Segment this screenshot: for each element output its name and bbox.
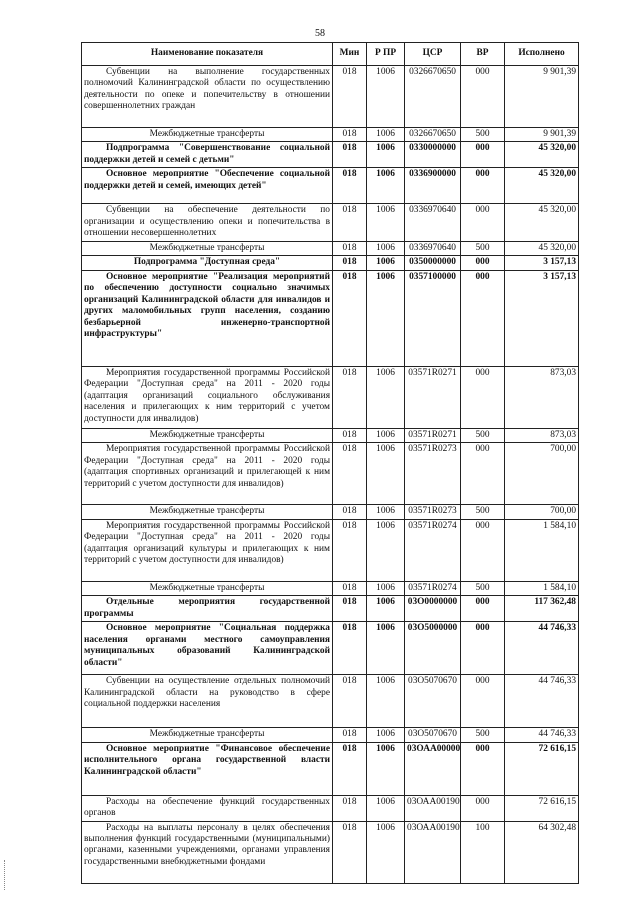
cell-csr: 03571R0271	[405, 428, 461, 442]
cell-name: Межбюджетные трансферты	[82, 241, 333, 255]
cell-vr: 000	[461, 168, 505, 204]
cell-csr: 03571R0274	[405, 581, 461, 595]
table-row	[82, 66, 579, 128]
cell-rpr: 1006	[367, 443, 405, 505]
cell-name: Основное мероприятие "Финансовое обеспечение исполнительного органа государственной власти Калининградской области"	[82, 742, 333, 795]
cell-vr: 500	[461, 581, 505, 595]
cell-vr: 000	[461, 675, 505, 728]
cell-vr: 500	[461, 128, 505, 142]
cell-value: 9 901,39	[505, 128, 579, 142]
cell-min: 018	[333, 728, 367, 742]
cell-vr: 000	[461, 142, 505, 168]
cell-value: 45 320,00	[505, 241, 579, 255]
cell-name: Субвенции на осуществление отдельных полномочий Калининградской области на руководство в сфере социальной поддержки населения	[82, 675, 333, 728]
table-row	[82, 241, 579, 255]
cell-name: Расходы на выплаты персоналу в целях обеспечения выполнения функций государственными (муниципальными) органами, казенными учреждениями, органами управления государственными внебюджетными фондами	[82, 821, 333, 883]
table-row	[82, 128, 579, 142]
cell-value: 45 320,00	[505, 168, 579, 204]
table-row	[82, 622, 579, 675]
scan-margin-mark	[4, 860, 8, 890]
table-row	[82, 821, 579, 883]
cell-value: 44 746,33	[505, 622, 579, 675]
cell-rpr: 1006	[367, 241, 405, 255]
cell-csr: 03ОАА00190	[405, 821, 461, 883]
header-value: Исполнено	[505, 43, 579, 66]
cell-rpr: 1006	[367, 742, 405, 795]
cell-vr: 500	[461, 241, 505, 255]
cell-csr: 0336970640	[405, 204, 461, 241]
cell-csr: 0326670650	[405, 66, 461, 128]
header-csr: ЦСР	[405, 43, 461, 66]
cell-min: 018	[333, 519, 367, 581]
cell-csr: 0350000000	[405, 256, 461, 270]
cell-value: 700,00	[505, 505, 579, 519]
cell-name: Основное мероприятие "Реализация мероприятий по обеспечению доступности социально значимых организаций Калининградской области для инвалидов и других маломобильных групп населения, созданию безбарьерной инженерно-транспортной инфраструктуры"	[82, 270, 333, 366]
table-row	[82, 366, 579, 428]
cell-min: 018	[333, 622, 367, 675]
cell-name: Субвенции на выполнение государственных полномочий Калининградской области по осуществлению деятельности по опеке и попечительству в отношении совершеннолетних граждан	[82, 66, 333, 128]
cell-rpr: 1006	[367, 675, 405, 728]
cell-min: 018	[333, 256, 367, 270]
cell-csr: 03ОАА00000	[405, 742, 461, 795]
cell-value: 3 157,13	[505, 270, 579, 366]
cell-min: 018	[333, 66, 367, 128]
cell-rpr: 1006	[367, 505, 405, 519]
cell-value: 873,03	[505, 428, 579, 442]
cell-rpr: 1006	[367, 596, 405, 622]
cell-min: 018	[333, 428, 367, 442]
cell-name: Расходы на обеспечение функций государственных органов	[82, 795, 333, 821]
table-row	[82, 505, 579, 519]
cell-rpr: 1006	[367, 728, 405, 742]
cell-value: 117 362,48	[505, 596, 579, 622]
cell-vr: 000	[461, 204, 505, 241]
cell-min: 018	[333, 821, 367, 883]
cell-name: Мероприятия государственной программы Российской Федерации "Доступная среда" на 2011 - 2020 годы (адаптация организаций культуры и прилегающих к ним территорий с учетом доступности для инвалидов)	[82, 519, 333, 581]
header-vr: ВР	[461, 43, 505, 66]
cell-csr: 03571R0274	[405, 519, 461, 581]
cell-name: Мероприятия государственной программы Российской Федерации "Доступная среда" на 2011 - 2020 годы (адаптация спортивных организаций и прилегающей к ним территорий с учетом доступности для инвалидов)	[82, 443, 333, 505]
header-rpr: Р ПР	[367, 43, 405, 66]
cell-name: Основное мероприятие "Социальная поддержка населения органами местного самоуправления муниципальных образований Калининградской области"	[82, 622, 333, 675]
cell-min: 018	[333, 443, 367, 505]
cell-vr: 000	[461, 443, 505, 505]
cell-rpr: 1006	[367, 821, 405, 883]
cell-value: 3 157,13	[505, 256, 579, 270]
cell-csr: 0330000000	[405, 142, 461, 168]
cell-csr: 03571R0271	[405, 366, 461, 428]
cell-vr: 000	[461, 519, 505, 581]
table-row	[82, 270, 579, 366]
cell-rpr: 1006	[367, 581, 405, 595]
table-row	[82, 742, 579, 795]
cell-value: 45 320,00	[505, 142, 579, 168]
cell-name: Основное мероприятие "Обеспечение социальной поддержки детей и семей, имеющих детей"	[82, 168, 333, 204]
cell-csr: 03571R0273	[405, 443, 461, 505]
cell-value: 700,00	[505, 443, 579, 505]
cell-name: Межбюджетные трансферты	[82, 728, 333, 742]
cell-vr: 500	[461, 505, 505, 519]
cell-name: Подпрограмма "Совершенствование социальной поддержки детей и семей с детьми"	[82, 142, 333, 168]
cell-min: 018	[333, 168, 367, 204]
cell-rpr: 1006	[367, 204, 405, 241]
cell-value: 873,03	[505, 366, 579, 428]
cell-value: 44 746,33	[505, 728, 579, 742]
cell-name: Межбюджетные трансферты	[82, 581, 333, 595]
cell-vr: 000	[461, 256, 505, 270]
page-number: 58	[315, 28, 325, 39]
table-row	[82, 443, 579, 505]
table-row	[82, 428, 579, 442]
cell-value: 1 584,10	[505, 581, 579, 595]
cell-rpr: 1006	[367, 519, 405, 581]
table-row	[82, 596, 579, 622]
cell-min: 018	[333, 270, 367, 366]
cell-csr: 0336900000	[405, 168, 461, 204]
cell-min: 018	[333, 241, 367, 255]
cell-vr: 000	[461, 270, 505, 366]
cell-vr: 000	[461, 366, 505, 428]
cell-csr: 03О5070670	[405, 728, 461, 742]
table-row	[82, 519, 579, 581]
cell-rpr: 1006	[367, 622, 405, 675]
cell-name: Мероприятия государственной программы Российской Федерации "Доступная среда" на 2011 - 2020 годы (адаптация организаций социального обслуживания населения и прилегающих к ним территорий с учетом доступности для инвалидов)	[82, 366, 333, 428]
cell-csr: 03571R0273	[405, 505, 461, 519]
cell-rpr: 1006	[367, 428, 405, 442]
table-row	[82, 256, 579, 270]
cell-rpr: 1006	[367, 256, 405, 270]
cell-value: 72 616,15	[505, 742, 579, 795]
cell-rpr: 1006	[367, 795, 405, 821]
table-row	[82, 142, 579, 168]
cell-value: 45 320,00	[505, 204, 579, 241]
cell-vr: 000	[461, 742, 505, 795]
cell-vr: 100	[461, 821, 505, 883]
cell-csr: 0336970640	[405, 241, 461, 255]
cell-min: 018	[333, 366, 367, 428]
table-row	[82, 581, 579, 595]
cell-csr: 03О5070670	[405, 675, 461, 728]
cell-csr: 0326670650	[405, 128, 461, 142]
cell-min: 018	[333, 128, 367, 142]
table-row	[82, 728, 579, 742]
cell-name: Межбюджетные трансферты	[82, 505, 333, 519]
cell-min: 018	[333, 142, 367, 168]
cell-name: Межбюджетные трансферты	[82, 428, 333, 442]
cell-rpr: 1006	[367, 66, 405, 128]
table-row	[82, 168, 579, 204]
cell-vr: 000	[461, 596, 505, 622]
cell-vr: 000	[461, 622, 505, 675]
table-row	[82, 675, 579, 728]
table-row	[82, 795, 579, 821]
cell-name: Межбюджетные трансферты	[82, 128, 333, 142]
cell-value: 72 616,15	[505, 795, 579, 821]
cell-rpr: 1006	[367, 270, 405, 366]
cell-min: 018	[333, 795, 367, 821]
cell-value: 9 901,39	[505, 66, 579, 128]
cell-vr: 500	[461, 728, 505, 742]
cell-rpr: 1006	[367, 142, 405, 168]
cell-csr: 03О0000000	[405, 596, 461, 622]
cell-vr: 000	[461, 795, 505, 821]
cell-csr: 0357100000	[405, 270, 461, 366]
cell-rpr: 1006	[367, 366, 405, 428]
cell-min: 018	[333, 596, 367, 622]
cell-name: Отдельные мероприятия государственной программы	[82, 596, 333, 622]
cell-rpr: 1006	[367, 168, 405, 204]
table-row	[82, 204, 579, 241]
table-header-row	[82, 43, 579, 66]
cell-value: 64 302,48	[505, 821, 579, 883]
cell-vr: 500	[461, 428, 505, 442]
cell-min: 018	[333, 581, 367, 595]
table-body	[82, 66, 579, 884]
cell-rpr: 1006	[367, 128, 405, 142]
cell-csr: 03ОАА00190	[405, 795, 461, 821]
header-name: Наименование показателя	[82, 43, 333, 66]
cell-value: 44 746,33	[505, 675, 579, 728]
cell-min: 018	[333, 505, 367, 519]
cell-min: 018	[333, 742, 367, 795]
header-min: Мин	[333, 43, 367, 66]
cell-min: 018	[333, 675, 367, 728]
cell-min: 018	[333, 204, 367, 241]
cell-csr: 03О5000000	[405, 622, 461, 675]
cell-name: Субвенции на обеспечение деятельности по организации и осуществлению опеки и попечительства в отношении несовершеннолетних	[82, 204, 333, 241]
budget-execution-table	[81, 42, 579, 884]
cell-vr: 000	[461, 66, 505, 128]
cell-name: Подпрограмма "Доступная среда"	[82, 256, 333, 270]
cell-value: 1 584,10	[505, 519, 579, 581]
